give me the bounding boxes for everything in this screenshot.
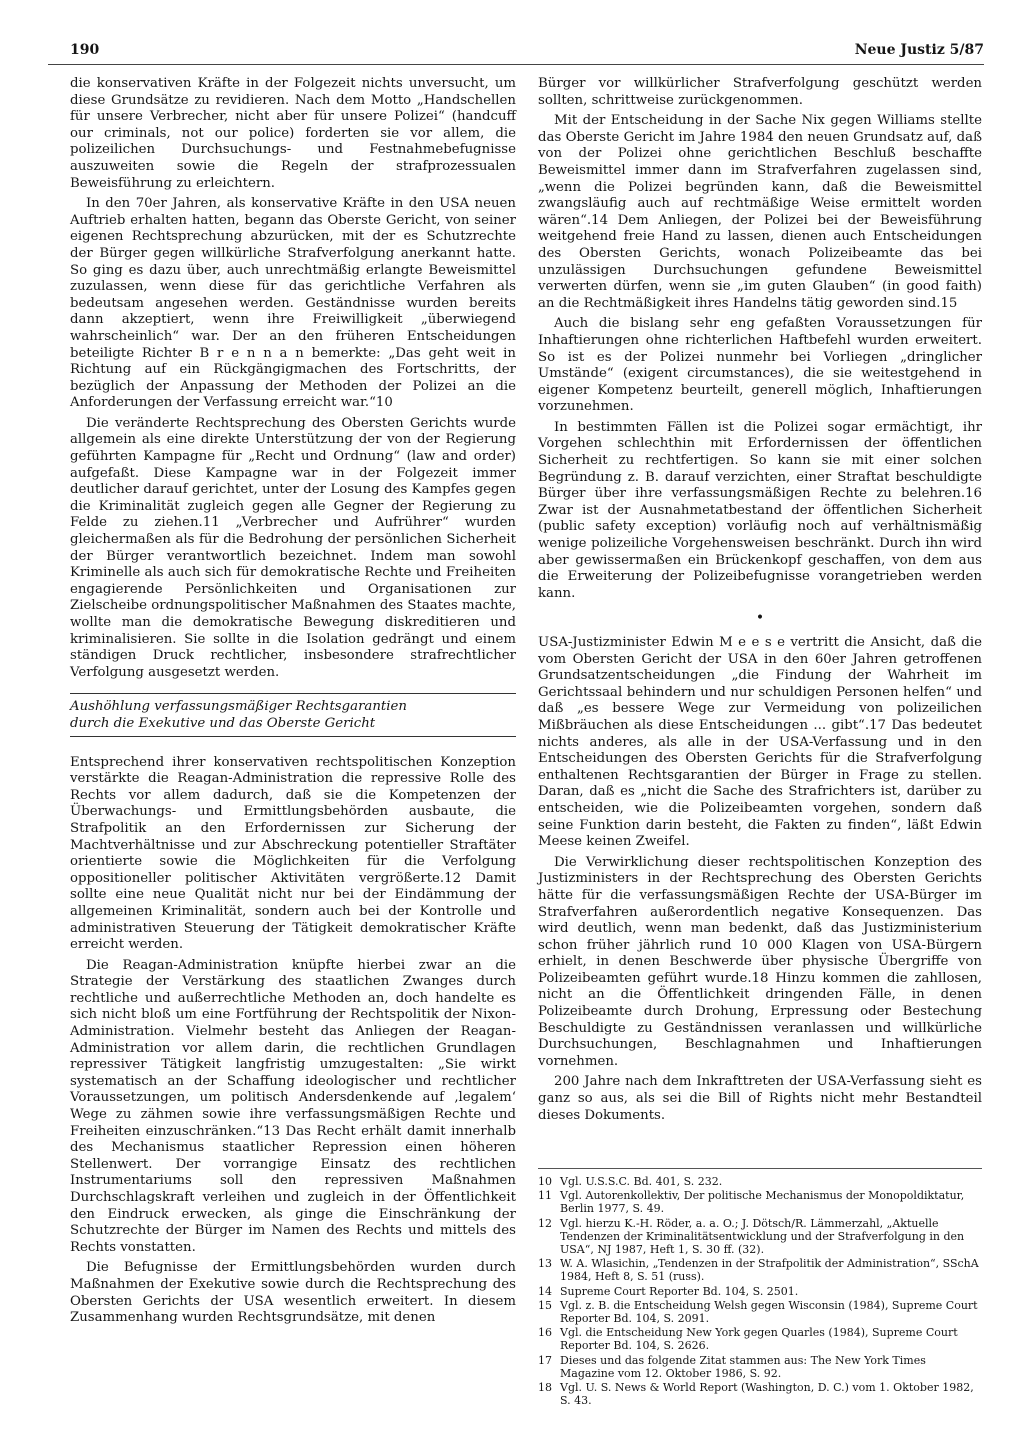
paragraph: Die veränderte Rechtsprechung des Obersten Gerichts wurde allgemein als eine direkte Unterstützung der von der Regierung geführten Kampagne für „Recht und Ordnung“ (law and order) aufgefaßt. Diese Kampagne war in der Folgezeit immer deutlicher darauf gerichtet, unter der Losung des Kampfes gegen die Kriminalität zugleich gegen alle Gegner der Regierung zu Felde zu ziehen.11 „Verbrecher und Aufrührer“ wurden gleichermaßen als für die Bedrohung der persönlichen Sicherheit der Bürger verantwortlich bezeichnet. Indem man sowohl Kriminelle als auch sich für demokratische Rechte und Freiheiten engagierende Persönlichkeiten und Organisationen zur Zielscheibe ordnungspolitischer Maßnahmen des Staates machte, wollte man die demokratische Bewegung diskreditieren und kriminalisieren. Sie sollte in die Isolation gedrängt und einem ständigen Druck rechtlicher, insbesondere strafrechtlicher Verfolgung ausgesetzt werden. [70,415,516,680]
paragraph: Entsprechend ihrer konservativen rechtspolitischen Konzeption verstärkte die Reagan-Administration die repressive Rolle des Rechts vor allem dadurch, daß sie die Kompetenzen der Überwachungs- und Ermittlungsbehörden ausbaute, die Strafpolitik an den Erfordernissen zur Sicherung der Machtverhältnisse und zur Abschreckung potentieller Straftäter orientierte sowie die Möglichkeiten für die Verfolgung oppositioneller politischer Aktivitäten vergrößerte.12 Damit sollte eine neue Qualität nicht nur bei der Eindämmung der allgemeinen Kriminalität, sondern auch bei der Kontrolle und administrativen Steuerung der Tätigkeit demokratischer Kräfte erreicht werden. [70,754,516,953]
paragraph: In bestimmten Fällen ist die Polizei sogar ermächtigt, ihr Vorgehen schlechthin mit Erfordernissen der öffentlichen Sicherheit zu rechtfertigen. So kann sie mit einer solchen Begründung z. B. darauf verzichten, einer Straftat beschuldigte Bürger über ihre verfassungsmäßigen Rechte zu belehren.16 Zwar ist der Ausnahmetatbestand der öffentlichen Sicherheit (public safety exception) vorläufig noch auf verhältnismäßig wenige polizeiliche Vorgehensweisen beschränkt. Durch ihn wird aber gewissermaßen ein Brückenkopf geschaffen, von dem aus die Erweiterung der Polizeibefugnisse vorangetrieben werden kann. [538,419,982,601]
footnote-number: 10 [538,1175,552,1188]
footnote [538,1257,982,1283]
paragraph: Bürger vor willkürlicher Strafverfolgung geschützt werden sollten, schrittweise zurückgenommen. [538,76,982,108]
paragraph: Mit der Entscheidung in der Sache Nix gegen Williams stellte das Oberste Gericht im Jahre 1984 den neuen Grundsatz auf, daß von der Polizei ohne gerichtlichen Beschluß beschaffte Beweismittel immer dann im Strafverfahren zugelassen sind, „wenn die Polizei begründen kann, daß die Beweismittel zwangsläufig auch auf rechtmäßige Weise ermittelt worden wären“.14 Dem Anliegen, der Polizei bei der Beweisführung weitgehend freie Hand zu lassen, dienen auch Entscheidungen des Obersten Gerichts, wonach Polizeibeamte das bei unzulässigen Durchsuchungen gefundene Beweismittel verwerten dürfen, wenn sie „im guten Glauben“ (in good faith) an die Rechtmäßigkeit ihres Handelns tätig geworden sind.15 [538,113,982,311]
page-header [48,40,984,65]
subheading-line: durch die Exekutive und das Oberste Gericht [70,715,376,731]
journal-issue: Neue Justiz 5/87 [854,42,984,58]
paragraph: die konservativen Kräfte in der Folgezeit nichts unversucht, um diese Grundsätze zu revidieren. Nach dem Motto „Handschellen für unsere Verbrecher, nicht aber für unsere Polizei“ (handcuff our criminals, not our police) forderten sie vor allem, die polizeilichen Durchsuchungs- und Festnahmebefugnisse auszuweiten sowie die Regeln der strafprozessualen Beweisführung zu erleichtern. [70,76,516,191]
footnote-number: 12 [538,1216,552,1230]
footnote [538,1175,982,1188]
footnote-number: 11 [538,1189,552,1203]
page-number: 190 [70,42,100,58]
footnote-text: Vgl. Autorenkollektiv, Der politische Mechanismus der Monopoldiktatur, Berlin 1977, S. 49. [560,1189,965,1216]
footnote-text: Vgl. hierzu K.-H. Röder, a. a. O.; J. Dötsch/R. Lämmerzahl, „Aktuelle Tendenzen der Kriminalitätsentwicklung und der Strafverfolgung in den USA“, NJ 1987, Heft 1, S. 30 ff. (32). [560,1216,965,1257]
footnote-number: 16 [538,1326,552,1340]
footnote-number: 13 [538,1257,552,1271]
footnote-text: Vgl. z. B. die Entscheidung Welsh gegen Wisconsin (1984), Supreme Court Reporter Bd. 104, S. 2091. [560,1298,978,1326]
footnotes [538,1168,982,1408]
section-separator: • [755,610,765,627]
footnote [538,1326,982,1352]
paragraph: Die Befugnisse der Ermittlungsbehörden wurden durch Maßnahmen der Exekutive sowie durch die Rechtsprechung des Obersten Gerichts der USA wesentlich erweitert. In diesem Zusammenhang wurden Rechtsgrundsätze, mit denen [70,1260,516,1326]
footnote-number: 15 [538,1298,552,1312]
footnote [538,1285,982,1298]
subheading-line: Aushöhlung verfassungsmäßiger Rechtsgarantien [70,699,407,715]
section-subheading [70,693,516,736]
left-column [70,76,516,1331]
footnote-text: Vgl. U.S.S.C. Bd. 401, S. 232. [560,1175,723,1188]
footnote-number: 14 [538,1284,552,1298]
footnote-text: Vgl. die Entscheidung New York gegen Quarles (1984), Supreme Court Reporter Bd. 104, S. 2626. [560,1326,958,1353]
footnote-text: Dieses und das folgende Zitat stammen aus: The New York Times Magazine vom 12. Oktober 1986, S. 92. [560,1353,926,1380]
footnote [538,1217,982,1257]
paragraph: USA-Justizminister Edwin M e e s e vertritt die Ansicht, daß die vom Obersten Gericht der USA in den 60er Jahren getroffenen Grundsatzentscheidungen „die Findung der Wahrheit im Gerichtssaal behindern und nur schuldigen Personen helfen“ und daß „es bessere Wege zur Vermeidung von polizeilichen Mißbräuchen als diese Entscheidungen ... gibt“.17 Das bedeutet nichts anderes, als alle in der USA-Verfassung und in den Entscheidungen des Obersten Gerichts für die Strafverfolgung enthaltenen Rechtsgarantien der Bürger in Frage zu stellen. Daran, daß es „nicht die Sache des Strafrichters ist, darüber zu entscheiden, wie die Polizeibeamten vorgehen, sondern daß seine Funktion darin besteht, die Fakten zu finden“, läßt Edwin Meese keinen Zweifel. [538,635,982,850]
footnote [538,1354,982,1380]
paragraph: Die Verwirklichung dieser rechtspolitischen Konzeption des Justizministers in der Rechtsprechung des Obersten Gerichts hätte für die verfassungsmäßigen Rechte der USA-Bürger im Strafverfahren außerordentlich negative Konsequenzen. Das wird deutlich, wenn man bedenkt, daß das Justizministerium schon früher jährlich rund 10 000 Klagen von USA-Bürgern erhielt, in denen Beschwerde über physische Übergriffe von Polizeibeamten geführt wurde.18 Hinzu kommen die zahllosen, nicht an die Öffentlichkeit dringenden Fälle, in denen Polizeibeamte durch Drohung, Erpressung oder Bestechung Beschuldigte zu Geständnissen veranlassen und willkürliche Durchsuchungen, Beschlagnahmen und Inhaftierungen vornehmen. [538,854,982,1069]
paragraph: 200 Jahre nach dem Inkrafttreten der USA-Verfassung sieht es ganz so aus, als sei die Bill of Rights nicht mehr Bestandteil dieses Dokuments. [538,1074,982,1123]
footnote [538,1299,982,1325]
paragraph: Auch die bislang sehr eng gefaßten Voraussetzungen für Inhaftierungen ohne richterlichen Haftbefehl wurden erweitert. So ist es der Polizei nunmehr bei Vorliegen „dringlicher Umstände“ (exigent circumstances), die sie weitestgehend in eigener Kompetenz beurteilt, generell möglich, Inhaftierungen vorzunehmen. [538,316,982,415]
footnote [538,1381,982,1407]
footnote-number: 17 [538,1353,552,1367]
footnote-text: W. A. Wlasichin, „Tendenzen in der Strafpolitik der Administration“, SSchA 1984, Heft 8, S. 51 (russ). [560,1257,979,1284]
paragraph: Die Reagan-Administration knüpfte hierbei zwar an die Strategie der Verstärkung des staatlichen Zwanges durch rechtliche und außerrechtliche Methoden an, doch handelte es sich nicht bloß um eine Fortführung der Rechtspolitik der Nixon-Administration. Vielmehr besteht das Anliegen der Reagan-Administration vor allem darin, die rechtlichen Grundlagen repressiver Tätigkeit langfristig umzugestalten: „Sie wirkt systematisch an der Schaffung ideologischer und rechtlicher Voraussetzungen, um politisch Andersdenkende auf ‚legalem‘ Wege zu zähmen sowie ihre verfassungsmäßigen Rechte und Freiheiten einzuschränken.“13 Das Recht erhält damit innerhalb des Mechanismus staatlicher Repression einen höheren Stellenwert. Der vorrangige Einsatz des rechtlichen Instrumentariums soll den repressiven Maßnahmen Durchschlagskraft verleihen und zugleich in der Öffentlichkeit den Eindruck erwecken, als ginge die Einschränkung der Schutzrechte der Bürger im Namen des Rechts und mittels des Rechts vonstatten. [70,957,516,1255]
footnote-text: Supreme Court Reporter Bd. 104, S. 2501. [560,1284,799,1298]
footnote [538,1189,982,1215]
footnote-text: Vgl. U. S. News & World Report (Washington, D. C.) vom 1. Oktober 1982, S. 43. [560,1381,974,1408]
paragraph: In den 70er Jahren, als konservative Kräfte in den USA neuen Auftrieb erhalten hatten, begann das Oberste Gericht, von seiner eigenen Rechtsprechung abzurücken, mit der es Schutzrechte der Bürger gegen willkürliche Strafverfolgung anerkannt hatte. So ging es dazu über, auch unrechtmäßig erlangte Beweismittel zuzulassen, wenn diese für das gerichtliche Verfahren als bedeutsam angesehen werden. Geständnisse wurden bereits dann akzeptiert, wenn ihre Freiwilligkeit „überwiegend wahrscheinlich“ war. Der an den früheren Entscheidungen beteiligte Richter B r e n n a n bemerkte: „Das geht weit in Richtung auf ein Rückgängigmachen des Fortschritts, der bezüglich der Anpassung der Methoden der Polizei an die Anforderungen der Verfassung erreicht war.“10 [70,196,516,411]
footnote-number: 18 [538,1381,552,1395]
right-column [538,76,982,1128]
